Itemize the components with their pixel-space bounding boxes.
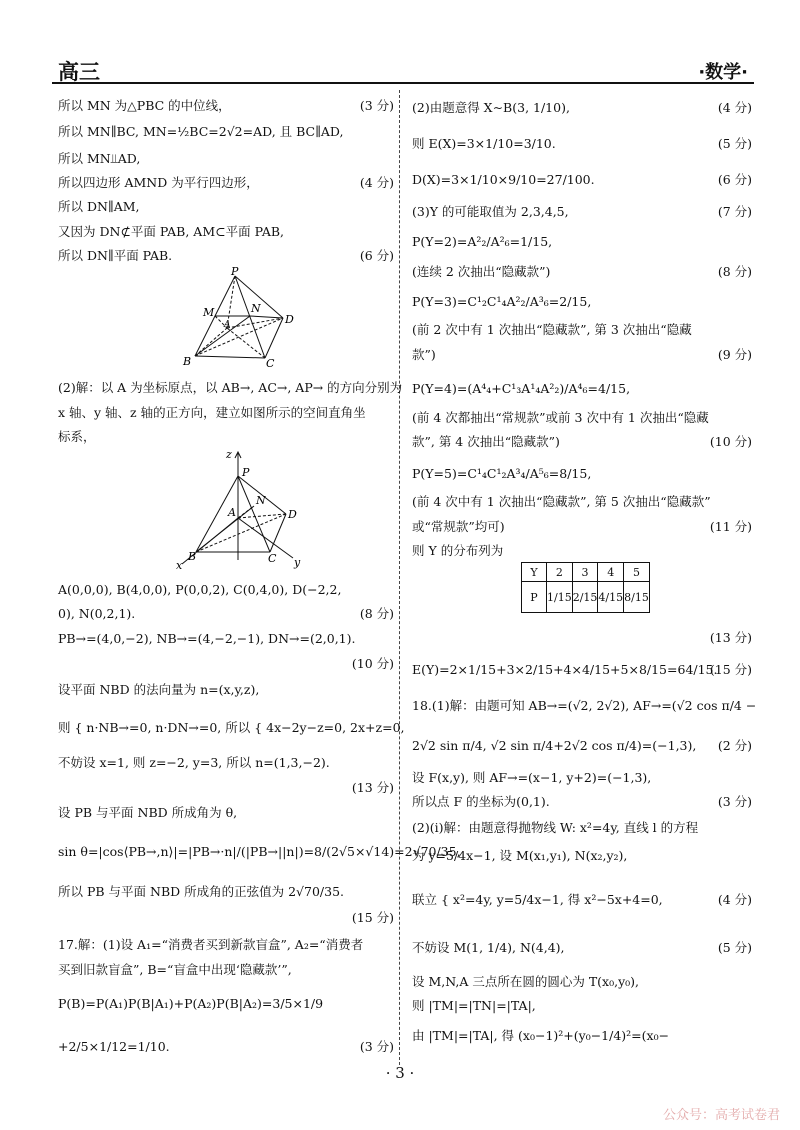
solution-line (412, 974, 752, 990)
line-text: 则 { n·NB→=0, n·DN→=0, 所以 { 4x−2y−z=0, 2x+z=0, (58, 720, 405, 735)
solution-line (412, 410, 752, 426)
line-text: 2√2 sin π/4, √2 sin π/4+2√2 cos π/4)=(−1,3), (412, 738, 697, 753)
score-mark: (5 分) (717, 136, 752, 151)
solution-line (58, 631, 394, 647)
line-text: 0), N(0,2,1). (58, 606, 136, 621)
solution-line (412, 820, 752, 836)
solution-line (412, 234, 752, 250)
solution-line (58, 720, 405, 736)
table-cell: 4 (598, 563, 624, 582)
line-text: 或“常规款”均可) (412, 519, 505, 534)
solution-line (58, 682, 394, 698)
fig2-label-A: A (228, 506, 236, 519)
line-text: 买到旧款盲盒”, B=“盲盒中出现‘隐藏款’”, (58, 962, 292, 977)
line-text: 联立 { x²=4y, y=5/4x−1, 得 x²−5x+4=0, (412, 892, 663, 907)
solution-line (412, 136, 752, 152)
solution-line (412, 381, 752, 397)
fig2-label-C: C (268, 552, 277, 565)
line-text: (前 4 次中有 1 次抽出“隐藏款”, 第 5 次抽出“隐藏款” (412, 494, 711, 509)
score-mark: (13 分) (709, 630, 752, 645)
line-text: 又因为 DN⊄平面 PAB, AM⊂平面 PAB, (58, 224, 285, 239)
column-divider (399, 90, 400, 1065)
pyramid-figure (175, 266, 315, 368)
score-mark: (5 分) (717, 940, 752, 955)
line-text: D(X)=3×1/10×9/10=27/100. (412, 172, 595, 187)
watermark: 公众号：高考试卷君 (662, 1108, 780, 1123)
solution-line (412, 543, 752, 559)
solution-line (58, 151, 394, 167)
score-mark: (4 分) (359, 175, 394, 190)
score-mark: (6 分) (717, 172, 752, 187)
line-text: 由 |TM|=|TA|, 得 (x₀−1)²+(y₀−1/4)²=(x₀− (412, 1028, 670, 1043)
solution-line (412, 434, 752, 450)
solution-line (58, 248, 394, 264)
solution-line (58, 175, 394, 191)
fig2-label-P: P (242, 466, 250, 479)
solution-line (412, 100, 752, 116)
solution-line (412, 662, 752, 678)
header-subject: ·数学· (698, 62, 748, 83)
table-cell: 4/15 (598, 582, 624, 613)
line-text: P(Y=2)=A²₂/A²₆=1/15, (412, 234, 553, 249)
solution-line (412, 294, 752, 310)
score-mark: (3 分) (359, 1039, 394, 1054)
line-text: 所以 MN∥BC, MN=½BC=2√2=AD, 且 BC∥AD, (58, 124, 344, 139)
line-text: 所以 PB 与平面 NBD 所成角的正弦值为 2√70/35. (58, 884, 345, 899)
table-row (522, 563, 650, 582)
table-cell: 1/15 (547, 582, 573, 613)
line-text: 不妨设 x=1, 则 z=−2, y=3, 所以 n=(1,3,−2). (58, 755, 330, 770)
line-text: 所以 MN⫫AD, (58, 151, 141, 166)
line-text: (前 4 次都抽出“常规款”或前 3 次中有 1 次抽出“隐藏 (412, 410, 709, 425)
distribution-table (521, 562, 650, 613)
line-text: 则 |TM|=|TN|=|TA|, (412, 998, 536, 1013)
solution-line (58, 937, 394, 953)
line-text: 设 M,N,A 三点所在圆的圆心为 T(x₀,y₀), (412, 974, 640, 989)
fig2-label-D: D (288, 508, 297, 521)
solution-line (412, 1028, 752, 1044)
solution-line (58, 755, 394, 771)
line-text: 标系， (58, 429, 96, 444)
line-text: 设平面 NBD 的法向量为 n=(x,y,z), (58, 682, 260, 697)
table-cell: 5 (624, 563, 650, 582)
line-text: sin θ=|cos⟨PB→,n⟩|=|PB→·n|/(|PB→||n|)=8/(2√5×√14)=2√70/35, (58, 844, 461, 859)
solution-line (412, 738, 752, 754)
fig1-label-B: B (183, 355, 192, 368)
solution-line (58, 1039, 394, 1055)
solution-line (412, 494, 752, 510)
fig2-label-x: x (176, 559, 183, 570)
header-rule (52, 82, 754, 84)
line-text: PB→=(4,0,−2), NB→=(4,−2,−1), DN→=(2,0,1). (58, 631, 356, 646)
table-cell: P (522, 582, 547, 613)
fig2-label-N: N (256, 494, 266, 507)
score-mark: (11 分) (709, 519, 752, 534)
solution-line (58, 884, 394, 900)
solution-line (58, 606, 394, 622)
solution-line (412, 519, 752, 535)
line-text: 所以 MN 为△PBC 的中位线， (58, 98, 231, 113)
score-mark: (4 分) (717, 100, 752, 115)
line-text: E(Y)=2×1/15+3×2/15+4×4/15+5×8/15=64/15. (412, 662, 718, 677)
solution-line (412, 322, 752, 338)
solution-line (412, 204, 752, 220)
fig2-label-B: B (188, 550, 197, 563)
solution-line (412, 998, 752, 1014)
line-text: P(Y=3)=C¹₂C¹₄A²₂/A³₆=2/15, (412, 294, 592, 309)
line-text: 则 Y 的分布列为 (412, 543, 504, 558)
solution-line (412, 848, 752, 864)
line-text: (前 2 次中有 1 次抽出“隐藏款”, 第 3 次抽出“隐藏 (412, 322, 692, 337)
solution-line (412, 940, 752, 956)
score-mark: (3 分) (359, 98, 394, 113)
score-mark: (8 分) (359, 606, 394, 621)
score-mark: (8 分) (717, 264, 752, 279)
line-text: (3)Y 的可能取值为 2,3,4,5, (412, 204, 569, 219)
line-text: P(Y=4)=(A⁴₄+C¹₃A¹₄A²₂)/A⁴₆=4/15, (412, 381, 631, 396)
solution-line (412, 466, 752, 482)
score-mark: (9 分) (717, 347, 752, 362)
line-text: 不妨设 M(1, 1/4), N(4,4), (412, 940, 565, 955)
line-text: 款”) (412, 347, 436, 362)
solution-line (58, 405, 394, 421)
line-text: 所以四边形 AMND 为平行四边形， (58, 175, 259, 190)
line-text: P(Y=5)=C¹₄C¹₂A³₄/A⁵₆=8/15, (412, 466, 592, 481)
solution-line (412, 264, 752, 280)
line-text: A(0,0,0), B(4,0,0), P(0,0,2), C(0,4,0), D(−2,2, (58, 582, 342, 597)
page-number: · 3 · (385, 1064, 415, 1082)
line-text: (连续 2 次抽出“隐藏款”) (412, 264, 551, 279)
solution-line (412, 347, 752, 363)
fig1-label-D: D (285, 313, 294, 326)
score-mark: (6 分) (359, 248, 394, 263)
line-text: P(B)=P(A₁)P(B|A₁)+P(A₂)P(B|A₂)=3/5×1/9 (58, 996, 324, 1011)
line-text: (2)解：以 A 为坐标原点，以 AB→, AC→, AP→ 的方向分别为 (58, 380, 403, 395)
solution-line (412, 698, 757, 714)
header-grade: 高三 (58, 60, 100, 84)
fig1-label-C: C (266, 357, 275, 368)
score-mark: (4 分) (717, 892, 752, 907)
fig1-label-N: N (251, 302, 261, 315)
solution-line (58, 199, 394, 215)
solution-line (58, 98, 394, 114)
line-text: 所以点 F 的坐标为(0,1). (412, 794, 550, 809)
line-text: 所以 DN∥平面 PAB. (58, 248, 173, 263)
line-text: 则 E(X)=3×1/10=3/10. (412, 136, 556, 151)
table-cell: 2 (547, 563, 573, 582)
line-text: 设 PB 与平面 NBD 所成角为 θ, (58, 805, 238, 820)
table-cell: 8/15 (624, 582, 650, 613)
fig1-label-P: P (231, 266, 239, 278)
solution-line (412, 172, 752, 188)
solution-line (58, 805, 394, 821)
table-cell: 2/15 (572, 582, 598, 613)
line-text: 所以 DN∥AM, (58, 199, 140, 214)
solution-line (412, 892, 752, 908)
solution-line (58, 380, 403, 396)
fig2-label-y: y (294, 556, 301, 569)
line-text: 款”, 第 4 次抽出“隐藏款”) (412, 434, 560, 449)
line-text: +2/5×1/12=1/10. (58, 1039, 170, 1054)
score-mark: (13 分) (351, 780, 394, 795)
line-text: 设 F(x,y), 则 AF→=(x−1, y+2)=(−1,3), (412, 770, 652, 785)
table-cell: 3 (572, 563, 598, 582)
solution-line (58, 996, 394, 1012)
solution-line (58, 429, 394, 445)
fig1-label-M: M (203, 306, 215, 319)
score-mark: (3 分) (717, 794, 752, 809)
line-text: 为 y=5/4x−1, 设 M(x₁,y₁), N(x₂,y₂), (412, 848, 628, 863)
score-mark: (7 分) (717, 204, 752, 219)
solution-line (412, 770, 752, 786)
solution-line (58, 844, 461, 860)
coordinate-figure (168, 448, 308, 570)
solution-line (58, 582, 394, 598)
line-text: (2)由题意得 X∼B(3, 1/10), (412, 100, 570, 115)
score-mark: (10 分) (351, 656, 394, 671)
table-cell: Y (522, 563, 547, 582)
line-text: x 轴、y 轴、z 轴的正方向，建立如图所示的空间直角坐 (58, 405, 366, 420)
fig2-label-z: z (226, 448, 232, 461)
fig1-label-A: A (224, 320, 231, 330)
line-text: 17.解：(1)设 A₁=“消费者买到新款盲盒”, A₂=“消费者 (58, 937, 364, 952)
score-mark: (10 分) (709, 434, 752, 449)
solution-line (58, 962, 394, 978)
solution-line (58, 124, 394, 140)
line-text: 18.(1)解：由题可知 AB→=(√2, 2√2), AF→=(√2 cos π/4 − (412, 698, 757, 713)
score-mark: (15 分) (709, 662, 752, 677)
solution-line (412, 794, 752, 810)
table-row (522, 582, 650, 613)
score-mark: (2 分) (717, 738, 752, 753)
solution-line (58, 224, 394, 240)
line-text: (2)(i)解：由题意得抛物线 W: x²=4y, 直线 l 的方程 (412, 820, 699, 835)
score-mark: (15 分) (351, 910, 394, 925)
